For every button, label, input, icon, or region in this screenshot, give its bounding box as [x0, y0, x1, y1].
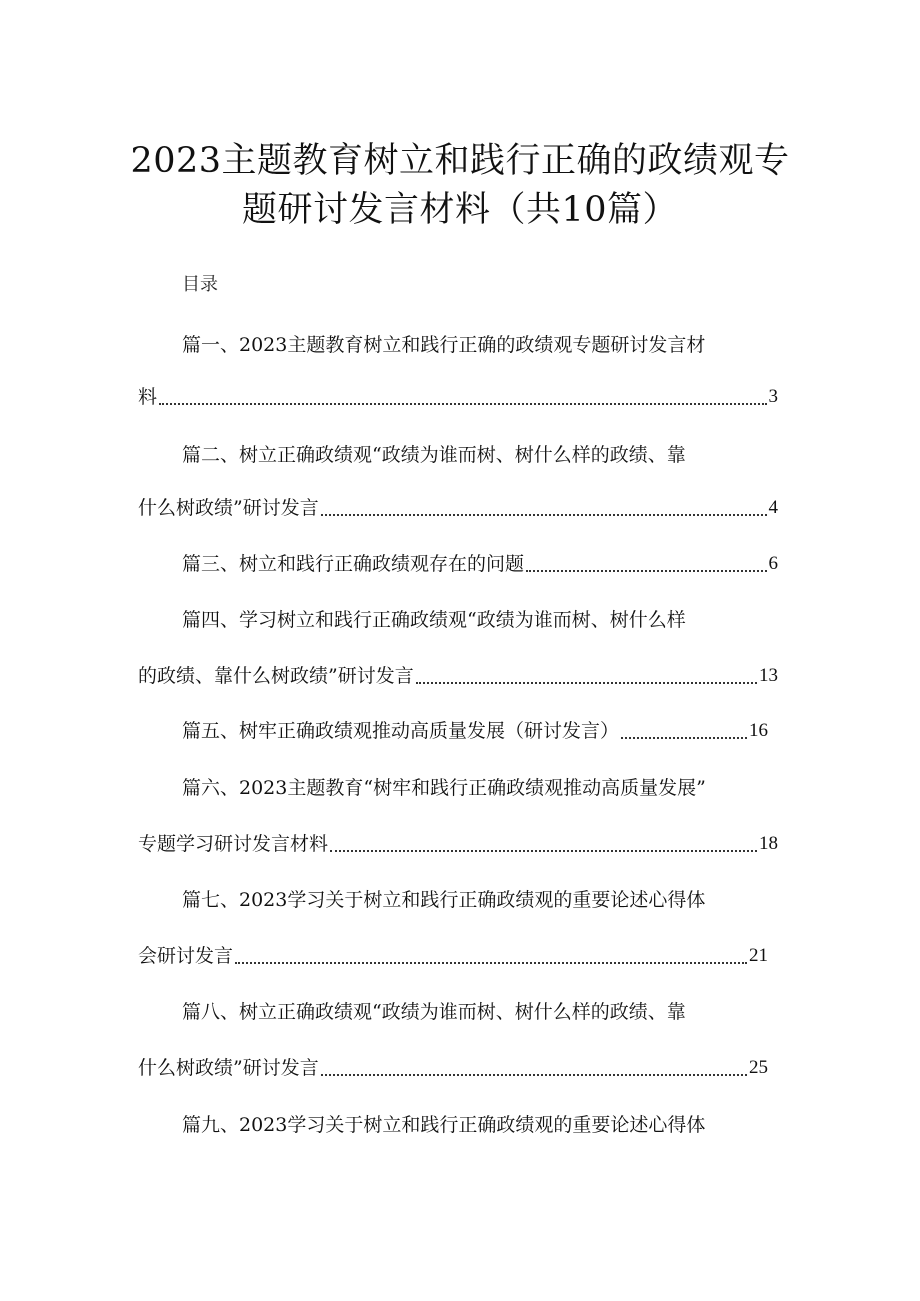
page-number: 3 [768, 386, 778, 407]
toc-entry-6-line1 [182, 771, 706, 801]
title-line-2: 题研讨发言材料（共10篇） [241, 190, 679, 230]
toc-entry-text: 什么树政绩”研讨发言 [138, 1057, 319, 1079]
toc-entry-text: 篇三、树立和践行正确政绩观存在的问题 [182, 553, 525, 575]
leader-dots [321, 1074, 747, 1076]
toc-entry-4-line2 [138, 659, 778, 689]
title-line-1: 2023主题教育树立和践行正确的政绩观专 [130, 141, 790, 181]
toc-entry-9-line1 [182, 1108, 705, 1138]
toc-entry-text: 篇九、2023学习关于树立和践行正确政绩观的重要论述心得体 [182, 1114, 706, 1136]
leader-dots [330, 850, 757, 852]
toc-label: 目录 [182, 274, 218, 295]
page-number: 13 [759, 665, 778, 686]
toc-entry-7-line2 [138, 939, 768, 969]
toc-entry-6-line2 [138, 827, 778, 857]
toc-entry-text: 篇二、树立正确政绩观“政绩为谁而树、树什么样的政绩、靠 [182, 444, 686, 466]
toc-entry-2-line1 [182, 438, 686, 468]
page-number: 25 [749, 1057, 768, 1078]
toc-entry-7-line1 [182, 883, 705, 913]
toc-entry-text: 专题学习研讨发言材料 [138, 833, 329, 855]
toc-entry-text: 篇一、2023主题教育树立和践行正确的政绩观专题研讨发言材 [182, 334, 706, 356]
toc-entry-text: 什么树政绩”研讨发言 [138, 497, 319, 519]
toc-entry-text: 料 [138, 386, 158, 408]
page-number: 4 [768, 497, 778, 518]
toc-entry-text: 篇五、树牢正确政绩观推动高质量发展（研讨发言） [182, 720, 620, 742]
toc-entry-1-line2 [138, 380, 778, 410]
toc-entry-5-line1 [182, 714, 768, 744]
toc-entry-1-line1 [182, 328, 705, 358]
page-number: 18 [759, 833, 778, 854]
leader-dots [321, 514, 767, 516]
page-number: 6 [768, 553, 778, 574]
page-number: 21 [749, 945, 768, 966]
page-number: 16 [749, 720, 768, 741]
leader-dots [526, 570, 766, 572]
toc-entry-4-line1 [182, 603, 686, 633]
toc-entry-3-line1 [182, 547, 778, 577]
toc-entry-text: 篇八、树立正确政绩观“政绩为谁而树、树什么样的政绩、靠 [182, 1001, 686, 1023]
leader-dots [235, 962, 747, 964]
toc-entry-text: 会研讨发言 [138, 945, 234, 967]
toc-entry-2-line2 [138, 491, 778, 521]
leader-dots [416, 682, 757, 684]
toc-entry-8-line1 [182, 995, 686, 1025]
leader-dots [159, 403, 766, 405]
toc-entry-text: 的政绩、靠什么树政绩”研讨发言 [138, 665, 414, 687]
toc-entry-text: 篇四、学习树立和践行正确政绩观“政绩为谁而树、树什么样 [182, 609, 686, 631]
toc-entry-text: 篇六、2023主题教育“树牢和践行正确政绩观推动高质量发展” [182, 777, 706, 799]
toc-entry-text: 篇七、2023学习关于树立和践行正确政绩观的重要论述心得体 [182, 889, 706, 911]
leader-dots [621, 737, 747, 739]
toc-entry-8-line2 [138, 1051, 768, 1081]
